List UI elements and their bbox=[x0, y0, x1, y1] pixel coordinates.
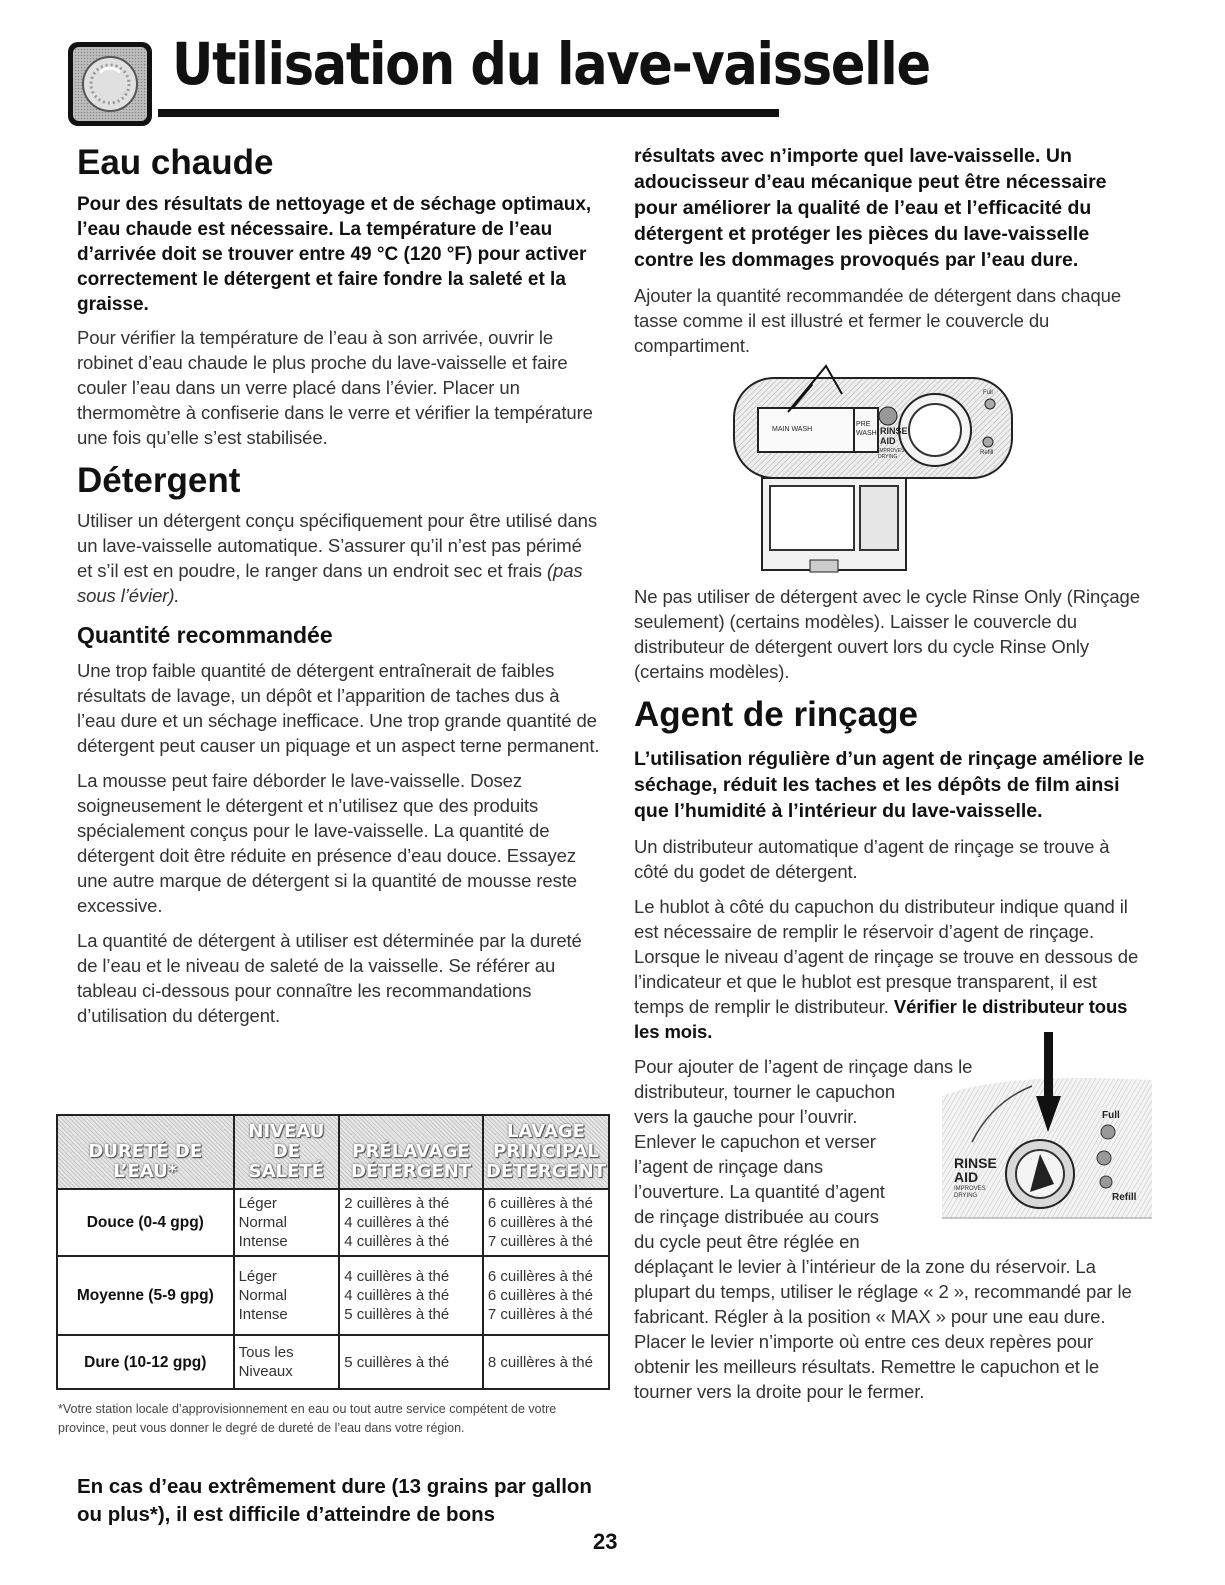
hardness-cell: Dure (10-12 gpg) bbox=[57, 1335, 234, 1389]
left-column bbox=[77, 140, 602, 1028]
amount: 6 cuillères à thé bbox=[487, 1287, 593, 1304]
eau-chaude-lead: Pour des résultats de nettoyage et de séchage optimaux, l’eau chaude est nécessaire. La température de l’eau d’arrivée doit se trouver entre 49 °C (120 °F) pour activer correctement le détergent et faire fondre la saleté et la graisse. bbox=[77, 194, 592, 315]
levels-cell bbox=[234, 1335, 340, 1389]
label-full: Full bbox=[983, 390, 993, 396]
rinse-label-refill: Refill bbox=[1112, 1192, 1137, 1203]
level: Niveaux bbox=[238, 1363, 293, 1380]
quantite-p2: La mousse peut faire déborder le lave-vaisselle. Dosez soigneusement le détergent et n’utilisez que des produits spécialement conçus pour le lave-vaisselle. La quantité de détergent doit être réduite en présence d’eau douce. Essayez une autre marque de détergent si la quantité de mousse reste excessive. bbox=[77, 769, 577, 916]
rinse-only-text: Ne pas utiliser de détergent avec le cycle Rinse Only (Rinçage seulement) (certains modèles). Laisser le couvercle du distributeur de détergent ouvert lors du cycle Rinse Only (certains modèles). bbox=[634, 586, 1140, 682]
add-detergent-text: Ajouter la quantité recommandée de détergent dans chaque tasse comme il est illustré et fermer le couvercle du compartiment. bbox=[634, 285, 1122, 356]
header-niveau: NIVEAU DE SALETÉ bbox=[234, 1115, 340, 1189]
table-header-row bbox=[57, 1115, 609, 1189]
amount: 4 cuillères à thé bbox=[344, 1214, 450, 1231]
rinse-label-improves-drying: IMPROVES DRYING bbox=[954, 1186, 986, 1199]
agent-p3-line: Enlever le capuchon et verser bbox=[634, 1131, 876, 1152]
header-prelavage: PRÉLAVAGE DÉTERGENT bbox=[339, 1115, 483, 1189]
eau-chaude-body: Pour vérifier la température de l’eau à son arrivée, ouvrir le robinet d’eau chaude le plus proche du lave-vaisselle et faire couler l’eau dans un verre placé dans l’évier. Placer un thermomètre à confiserie dans le verre et vérifier la température une fois qu’elle s’est stabilisée. bbox=[77, 327, 593, 448]
heading-eau-chaude: Eau chaude bbox=[77, 143, 274, 182]
extreme-hard-water-note: En cas d’eau extrêmement dure (13 grains par gallon ou plus*), il est difficile d’atteindre de bons bbox=[77, 1475, 592, 1526]
label-improves-drying: IMPROVES DRYING bbox=[878, 448, 905, 460]
hardness-cell: Moyenne (5-9 gpg) bbox=[57, 1256, 234, 1335]
amount: 6 cuillères à thé bbox=[487, 1195, 593, 1212]
amount: 2 cuillères à thé bbox=[344, 1195, 450, 1212]
prewash-cell bbox=[339, 1189, 483, 1256]
agent-p3-line: du cycle peut être réglée en bbox=[634, 1231, 860, 1252]
agent-p3-line: vers la gauche pour l’ouvrir. bbox=[634, 1106, 858, 1127]
rinse-label-full: Full bbox=[1102, 1110, 1120, 1121]
label-main-wash: MAIN WASH bbox=[772, 426, 813, 433]
levels-cell bbox=[234, 1256, 340, 1335]
agent-p2 bbox=[634, 894, 1146, 1044]
rinse-aid-cap-figure bbox=[942, 1032, 1152, 1220]
title-rule bbox=[158, 109, 779, 117]
header-lavage: LAVAGE PRINCIPAL DÉTERGENT bbox=[483, 1115, 609, 1189]
agent-p3-rest: déplaçant le levier à l’intérieur de la zone du réservoir. La plupart du temps, utiliser le réglage « 2 », recommandé par le fabricant. Régler à la position « MAX » pour une eau dure. Placer le levier n’importe où entre ces deux repères pour obtenir les meilleurs résultats. Remettre le capuchon et le tourner vers la droite pour le fermer. bbox=[634, 1256, 1132, 1402]
agent-p2-text: Le hublot à côté du capuchon du distributeur indique quand il est nécessaire de remplir le réservoir d’agent de rinçage. Lorsque le niveau d’agent de rinçage se trouve en dessous de l’indicateur et que le hublot est presque transparent, il est temps de remplir le distributeur. bbox=[634, 896, 1139, 1017]
level: Tous les bbox=[238, 1344, 294, 1361]
agent-p2-bold: Vérifier le distributeur tous les mois. bbox=[634, 996, 1128, 1042]
amount: 6 cuillères à thé bbox=[487, 1268, 593, 1285]
agent-p3-line: Pour ajouter de l’agent de rinçage dans le bbox=[634, 1056, 973, 1077]
amount: 4 cuillères à thé bbox=[344, 1287, 450, 1304]
label-refill: Refill bbox=[980, 450, 994, 456]
level: Intense bbox=[238, 1306, 288, 1323]
agent-lead: L’utilisation régulière d’un agent de rinçage améliore le séchage, réduit les taches et les dépôts de film ainsi que l’humidité à l’intérieur du lave-vaisselle. bbox=[634, 748, 1145, 822]
heading-detergent: Détergent bbox=[77, 461, 241, 500]
page-title: Utilisation du lave-vaisselle bbox=[172, 30, 930, 98]
right-column bbox=[634, 140, 1146, 1404]
quantite-p3: La quantité de détergent à utiliser est déterminée par la dureté de l’eau et le niveau de saleté de la vaisselle. Se référer au tableau ci-dessous pour connaître les recommandations d’utilisation du détergent. bbox=[77, 929, 582, 1026]
agent-p3-block bbox=[634, 1054, 1146, 1404]
amount: 7 cuillères à thé bbox=[487, 1306, 593, 1323]
detergent-body-italic: (pas sous l’évier). bbox=[77, 560, 583, 606]
heading-quantite: Quantité recommandée bbox=[77, 622, 333, 648]
mainwash-cell bbox=[483, 1189, 609, 1256]
amount: 8 cuillères à thé bbox=[487, 1353, 593, 1371]
amount: 4 cuillères à thé bbox=[344, 1233, 450, 1250]
table-row bbox=[57, 1335, 609, 1389]
mainwash-cell bbox=[483, 1256, 609, 1335]
amount: 4 cuillères à thé bbox=[344, 1268, 450, 1285]
level: Intense bbox=[238, 1233, 288, 1250]
amount: 7 cuillères à thé bbox=[487, 1233, 593, 1250]
hard-water-lead-continued: résultats avec n’importe quel lave-vaisselle. Un adoucisseur d’eau mécanique peut être nécessaire pour améliorer la qualité de l’eau et l’efficacité du détergent et protéger les pièces du lave-vaisselle contre les dommages provoqués par l’eau dure. bbox=[634, 145, 1107, 271]
level: Normal bbox=[238, 1214, 287, 1231]
mainwash-cell bbox=[483, 1335, 609, 1389]
agent-p3-line: l’agent de rinçage dans bbox=[634, 1156, 824, 1177]
heading-agent-rincage: Agent de rinçage bbox=[634, 695, 918, 734]
level: Léger bbox=[238, 1195, 277, 1212]
prewash-cell bbox=[339, 1256, 483, 1335]
table-row bbox=[57, 1189, 609, 1256]
dial-icon bbox=[68, 42, 152, 126]
hardness-cell: Douce (0-4 gpg) bbox=[57, 1189, 234, 1256]
agent-p3-line: distributeur, tourner le capuchon bbox=[634, 1081, 896, 1102]
amount: 6 cuillères à thé bbox=[487, 1214, 593, 1231]
rinse-label-rinse-aid: RINSE AID bbox=[954, 1155, 997, 1185]
detergent-table bbox=[56, 1114, 610, 1390]
level: Normal bbox=[238, 1287, 287, 1304]
table-row bbox=[57, 1256, 609, 1335]
quantite-p1: Une trop faible quantité de détergent entraînerait de faibles résultats de lavage, un dépôt et l’apparition de taches dus à l’eau dure et un séchage inefficace. Une trop grande quantité de détergent peut causer un piquage et un aspect terne permanent. bbox=[77, 659, 600, 756]
page-number: 23 bbox=[593, 1529, 618, 1554]
table-footnote: *Votre station locale d’approvisionnement en eau ou tout autre service compétent de votre province, peut vous donner le degré de dureté de l’eau dans votre région. bbox=[58, 1402, 557, 1435]
level: Léger bbox=[238, 1268, 277, 1285]
detergent-body-text: Utiliser un détergent conçu spécifiquement pour être utilisé dans un lave-vaisselle automatique. S’assurer qu’il n’est pas périmé et s’il est en poudre, le ranger dans un endroit sec et frais bbox=[77, 510, 598, 581]
detergent-body bbox=[77, 508, 602, 608]
prewash-cell bbox=[339, 1335, 483, 1389]
label-rinse-aid: RINSE AID bbox=[880, 426, 908, 446]
agent-p3-line: de rinçage distribuée au cours bbox=[634, 1206, 879, 1227]
detergent-dispenser-figure bbox=[730, 364, 1020, 584]
amount: 5 cuillères à thé bbox=[344, 1353, 450, 1371]
levels-cell bbox=[234, 1189, 340, 1256]
header-durete: DURETÉ DE L’EAU* bbox=[57, 1115, 234, 1189]
label-pre-wash: PRE WASH bbox=[856, 421, 877, 437]
agent-p3-line: l’ouverture. La quantité d’agent bbox=[634, 1181, 885, 1202]
agent-p1: Un distributeur automatique d’agent de rinçage se trouve à côté du godet de détergent. bbox=[634, 836, 1110, 882]
amount: 5 cuillères à thé bbox=[344, 1306, 450, 1323]
